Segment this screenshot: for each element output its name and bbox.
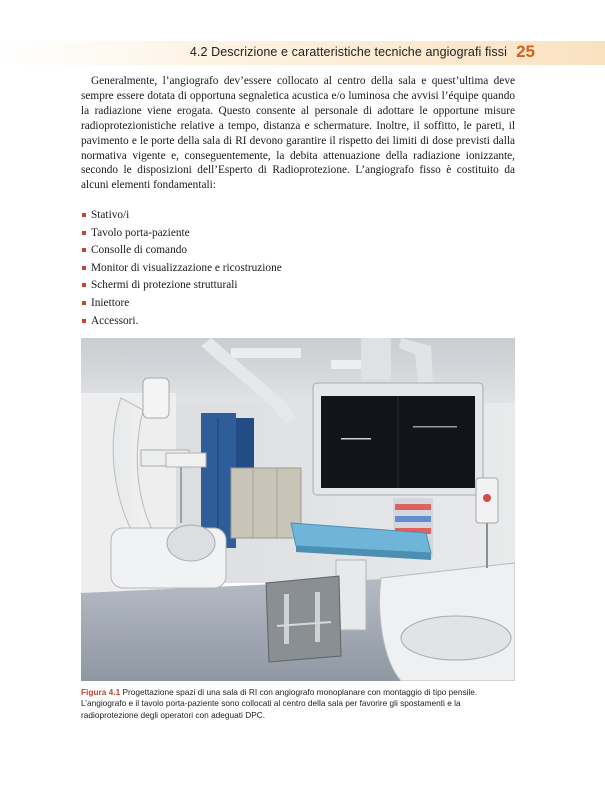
figure-caption	[81, 687, 515, 721]
list-item	[81, 260, 515, 278]
list-item-label: Schermi di protezione strutturali	[91, 279, 238, 292]
bullet-square-icon	[82, 248, 86, 252]
bullet-square-icon	[82, 213, 86, 217]
bullet-square-icon	[82, 283, 86, 287]
list-item-label: Accessori.	[91, 314, 139, 327]
list-item-label: Monitor di visualizzazione e ricostruzione	[91, 261, 282, 274]
bullet-square-icon	[82, 319, 86, 323]
list-item	[81, 225, 515, 243]
bullet-square-icon	[82, 231, 86, 235]
list-item	[81, 313, 515, 331]
page-number: 25	[516, 42, 535, 61]
running-header-title: 4.2 Descrizione e caratteristiche tecniche angiografi fissi	[189, 45, 507, 59]
list-item-label: Iniettore	[91, 296, 130, 309]
list-item	[81, 207, 515, 225]
list-item-label: Stativo/i	[91, 209, 130, 221]
bullet-square-icon	[82, 301, 86, 305]
list-item	[81, 242, 515, 260]
component-list	[81, 207, 515, 330]
bullet-square-icon	[82, 266, 86, 270]
body-paragraph: Generalmente, l’angiografo dev’essere collocato al centro della sala e quest’ultima deve sempre essere dotata di opportuna segnaletica acustica e/o luminosa che avvisi l’équipe quando la radiazione viene erogata. Questo consente al personale di adottare le opportune misure radioprotezionistiche relative a tempo, distanza e schermature. Inoltre, il soffitto, le pareti, il pavimento e le porte della sala di RI devono garantire il rispetto dei limiti di dose previsti dalla normativa vigente e, conseguentemente, la debita attenuazione della radiazione ionizzante, secondo le disposizioni dell’Esperto di Radioprotezione. L’angiografo fisso è costituito da alcuni elementi fondamentali:	[81, 75, 515, 192]
list-item	[81, 295, 515, 313]
list-item	[81, 277, 515, 295]
figure-label: Figura 4.1	[81, 687, 121, 697]
angiography-room-photo	[81, 338, 515, 681]
list-item-label: Consolle di comando	[91, 244, 188, 257]
figure-caption-text: Progettazione spazi di una sala di RI con angiografo monoplanare con montaggio di tipo pensile. L’angiografo e il tavolo porta-paziente sono collocati al centro della sala per favorire gli spostamenti e la radioprotezione degli operatori con adeguati DPC.	[81, 687, 478, 720]
list-item-label: Tavolo porta-paziente	[91, 226, 190, 239]
